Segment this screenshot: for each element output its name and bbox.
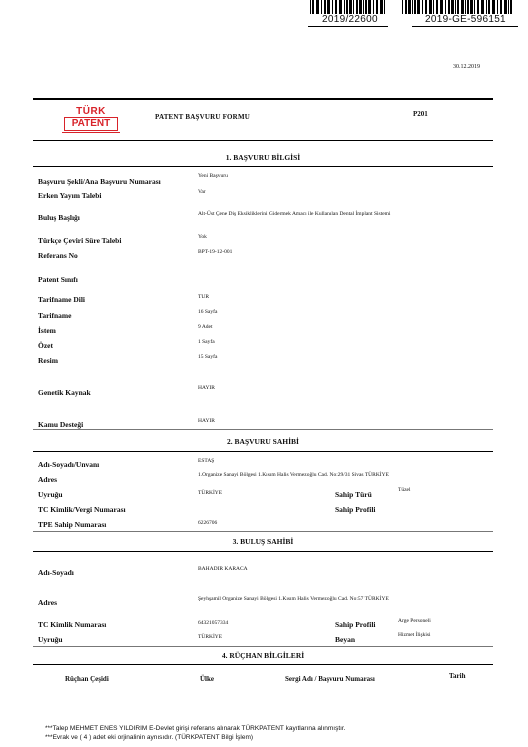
label-inventor-name: Adı-Soyadı xyxy=(38,568,74,577)
barcode-right-number: 2019-GE-596151 xyxy=(425,14,506,25)
turkpatent-logo xyxy=(62,107,120,133)
label-early-publication: Erken Yayım Talebi xyxy=(38,191,102,200)
value-drawings: 15 Sayfa xyxy=(198,354,218,360)
value-early-publication: Var xyxy=(198,189,206,195)
column-country: Ülke xyxy=(200,675,214,683)
column-priority-type: Rüçhan Çeşidi xyxy=(65,675,109,683)
label-tpe-number: TPE Sahip Numarası xyxy=(38,520,107,529)
value-claims: 9 Adet xyxy=(198,324,213,330)
value-description-language: TUR xyxy=(198,294,209,300)
logo-underline xyxy=(62,132,120,133)
footnote-reference: ***Talep MEHMET ENES YILDIRIM E-Devlet girişi referans alınarak TÜRKPATENT kayıtlarına alınmıştır. xyxy=(45,725,346,732)
label-inventor-nationality: Uyruğu xyxy=(38,635,63,644)
value-applicant-address: 1.Organize Sanayi Bölgesi 1.Kısım Halis Vermezoğlu Cad. No:29/31 Sivas TÜRKİYE xyxy=(198,472,389,478)
label-patent-class: Patent Sınıfı xyxy=(38,275,78,284)
value-public-support: HAYIR xyxy=(198,418,215,424)
section-title-inventor: 3. BULUŞ SAHİBİ xyxy=(232,537,294,546)
label-applicant-name: Adı-Soyadı/Unvanı xyxy=(38,460,100,469)
label-applicant-nationality: Uyruğu xyxy=(38,490,63,499)
value-reference-no: BPT-19-12-001 xyxy=(198,249,233,255)
label-claims: İstem xyxy=(38,326,56,335)
barcode-left xyxy=(310,0,385,14)
label-tax-number: TC Kimlik/Vergi Numarası xyxy=(38,505,126,514)
value-owner-type: Tüzel xyxy=(398,487,411,493)
value-invention-title: Alt-Üst Çene Diş Eksikliklerini Gidermek Amacı ile Kullanılan Dental İmplant Sistemi xyxy=(198,211,391,217)
barcode-left-underline xyxy=(308,26,388,27)
value-inventor-statement: Hizmet İlişkisi xyxy=(398,632,431,638)
label-inventor-statement: Beyan xyxy=(335,635,356,644)
label-description: Tarifname xyxy=(38,311,72,320)
section-title-application-info: 1. BAŞVURU BİLGİSİ xyxy=(225,153,301,162)
value-abstract: 1 Sayfa xyxy=(198,339,215,345)
label-reference-no: Referans No xyxy=(38,251,78,260)
value-application-type: Yeni Başvuru xyxy=(198,173,228,179)
logo-bottom-text: PATENT xyxy=(64,117,118,131)
label-inventor-address: Adres xyxy=(38,598,58,607)
value-tpe-number: 6226706 xyxy=(198,520,218,526)
barcode-right xyxy=(402,0,512,14)
column-date: Tarih xyxy=(449,672,466,680)
value-description: 16 Sayfa xyxy=(198,309,218,315)
section-title-applicant: 2. BAŞVURU SAHİBİ xyxy=(227,437,299,446)
header-bottom-rule xyxy=(33,140,493,141)
value-genetic-resource: HAYIR xyxy=(198,385,215,391)
section3-top-rule xyxy=(33,531,493,532)
value-applicant-nationality: TÜRKİYE xyxy=(198,490,223,496)
section-title-priority: 4. RÜÇHAN BİLGİLERİ xyxy=(221,651,305,660)
label-genetic-resource: Genetik Kaynak xyxy=(38,388,91,397)
value-inventor-id: 64321057334 xyxy=(198,620,229,626)
form-code: P201 xyxy=(413,110,428,118)
document-date: 30.12.2019 xyxy=(453,64,480,70)
value-inventor-nationality: TÜRKİYE xyxy=(198,634,223,640)
header-top-rule xyxy=(33,98,493,100)
value-translation-request: Yok xyxy=(198,234,207,240)
label-applicant-address: Adres xyxy=(38,475,58,484)
label-invention-title: Buluş Başlığı xyxy=(38,213,80,222)
section3-rule xyxy=(33,551,493,552)
logo-top-text: TÜRK xyxy=(76,106,106,117)
value-inventor-profile: Arge Personeli xyxy=(398,618,431,624)
section4-top-rule xyxy=(33,646,493,647)
value-inventor-name: BAHADIR KARACA xyxy=(198,566,248,572)
section1-rule xyxy=(33,166,493,167)
section2-top-rule xyxy=(33,429,493,430)
form-title: PATENT BAŞVURU FORMU xyxy=(155,113,251,121)
label-drawings: Resim xyxy=(38,356,58,365)
column-exhibition-number: Sergi Adı / Başvuru Numarası xyxy=(285,675,375,683)
label-public-support: Kamu Desteği xyxy=(38,420,84,429)
label-inventor-id: TC Kimlik Numarası xyxy=(38,620,107,629)
value-applicant-name: ESTAŞ xyxy=(198,458,215,464)
section4-rule xyxy=(33,664,493,665)
label-owner-profile: Sahip Profili xyxy=(335,505,376,514)
label-owner-type: Sahip Türü xyxy=(335,490,372,499)
label-description-language: Tarifname Dili xyxy=(38,295,86,304)
footnote-original: ***Evrak ve ( 4 ) adet eki orjinalinin aynısıdır. (TÜRKPATENT Bilgi İşlem) xyxy=(45,734,254,741)
label-application-type: Başvuru Şekli/Ana Başvuru Numarası xyxy=(38,177,161,186)
label-inventor-profile: Sahip Profili xyxy=(335,620,376,629)
value-inventor-address: Şeyhşamil Organize Sanayi Bölgesi 1.Kısım Halis Vermezoğlu Cad. No:57 TÜRKİYE xyxy=(198,596,389,602)
section2-rule xyxy=(33,451,493,452)
barcode-right-underline xyxy=(412,26,518,27)
label-translation-request: Türkçe Çeviri Süre Talebi xyxy=(38,236,122,245)
label-abstract: Özet xyxy=(38,341,53,350)
barcode-left-number: 2019/22600 xyxy=(322,14,378,25)
